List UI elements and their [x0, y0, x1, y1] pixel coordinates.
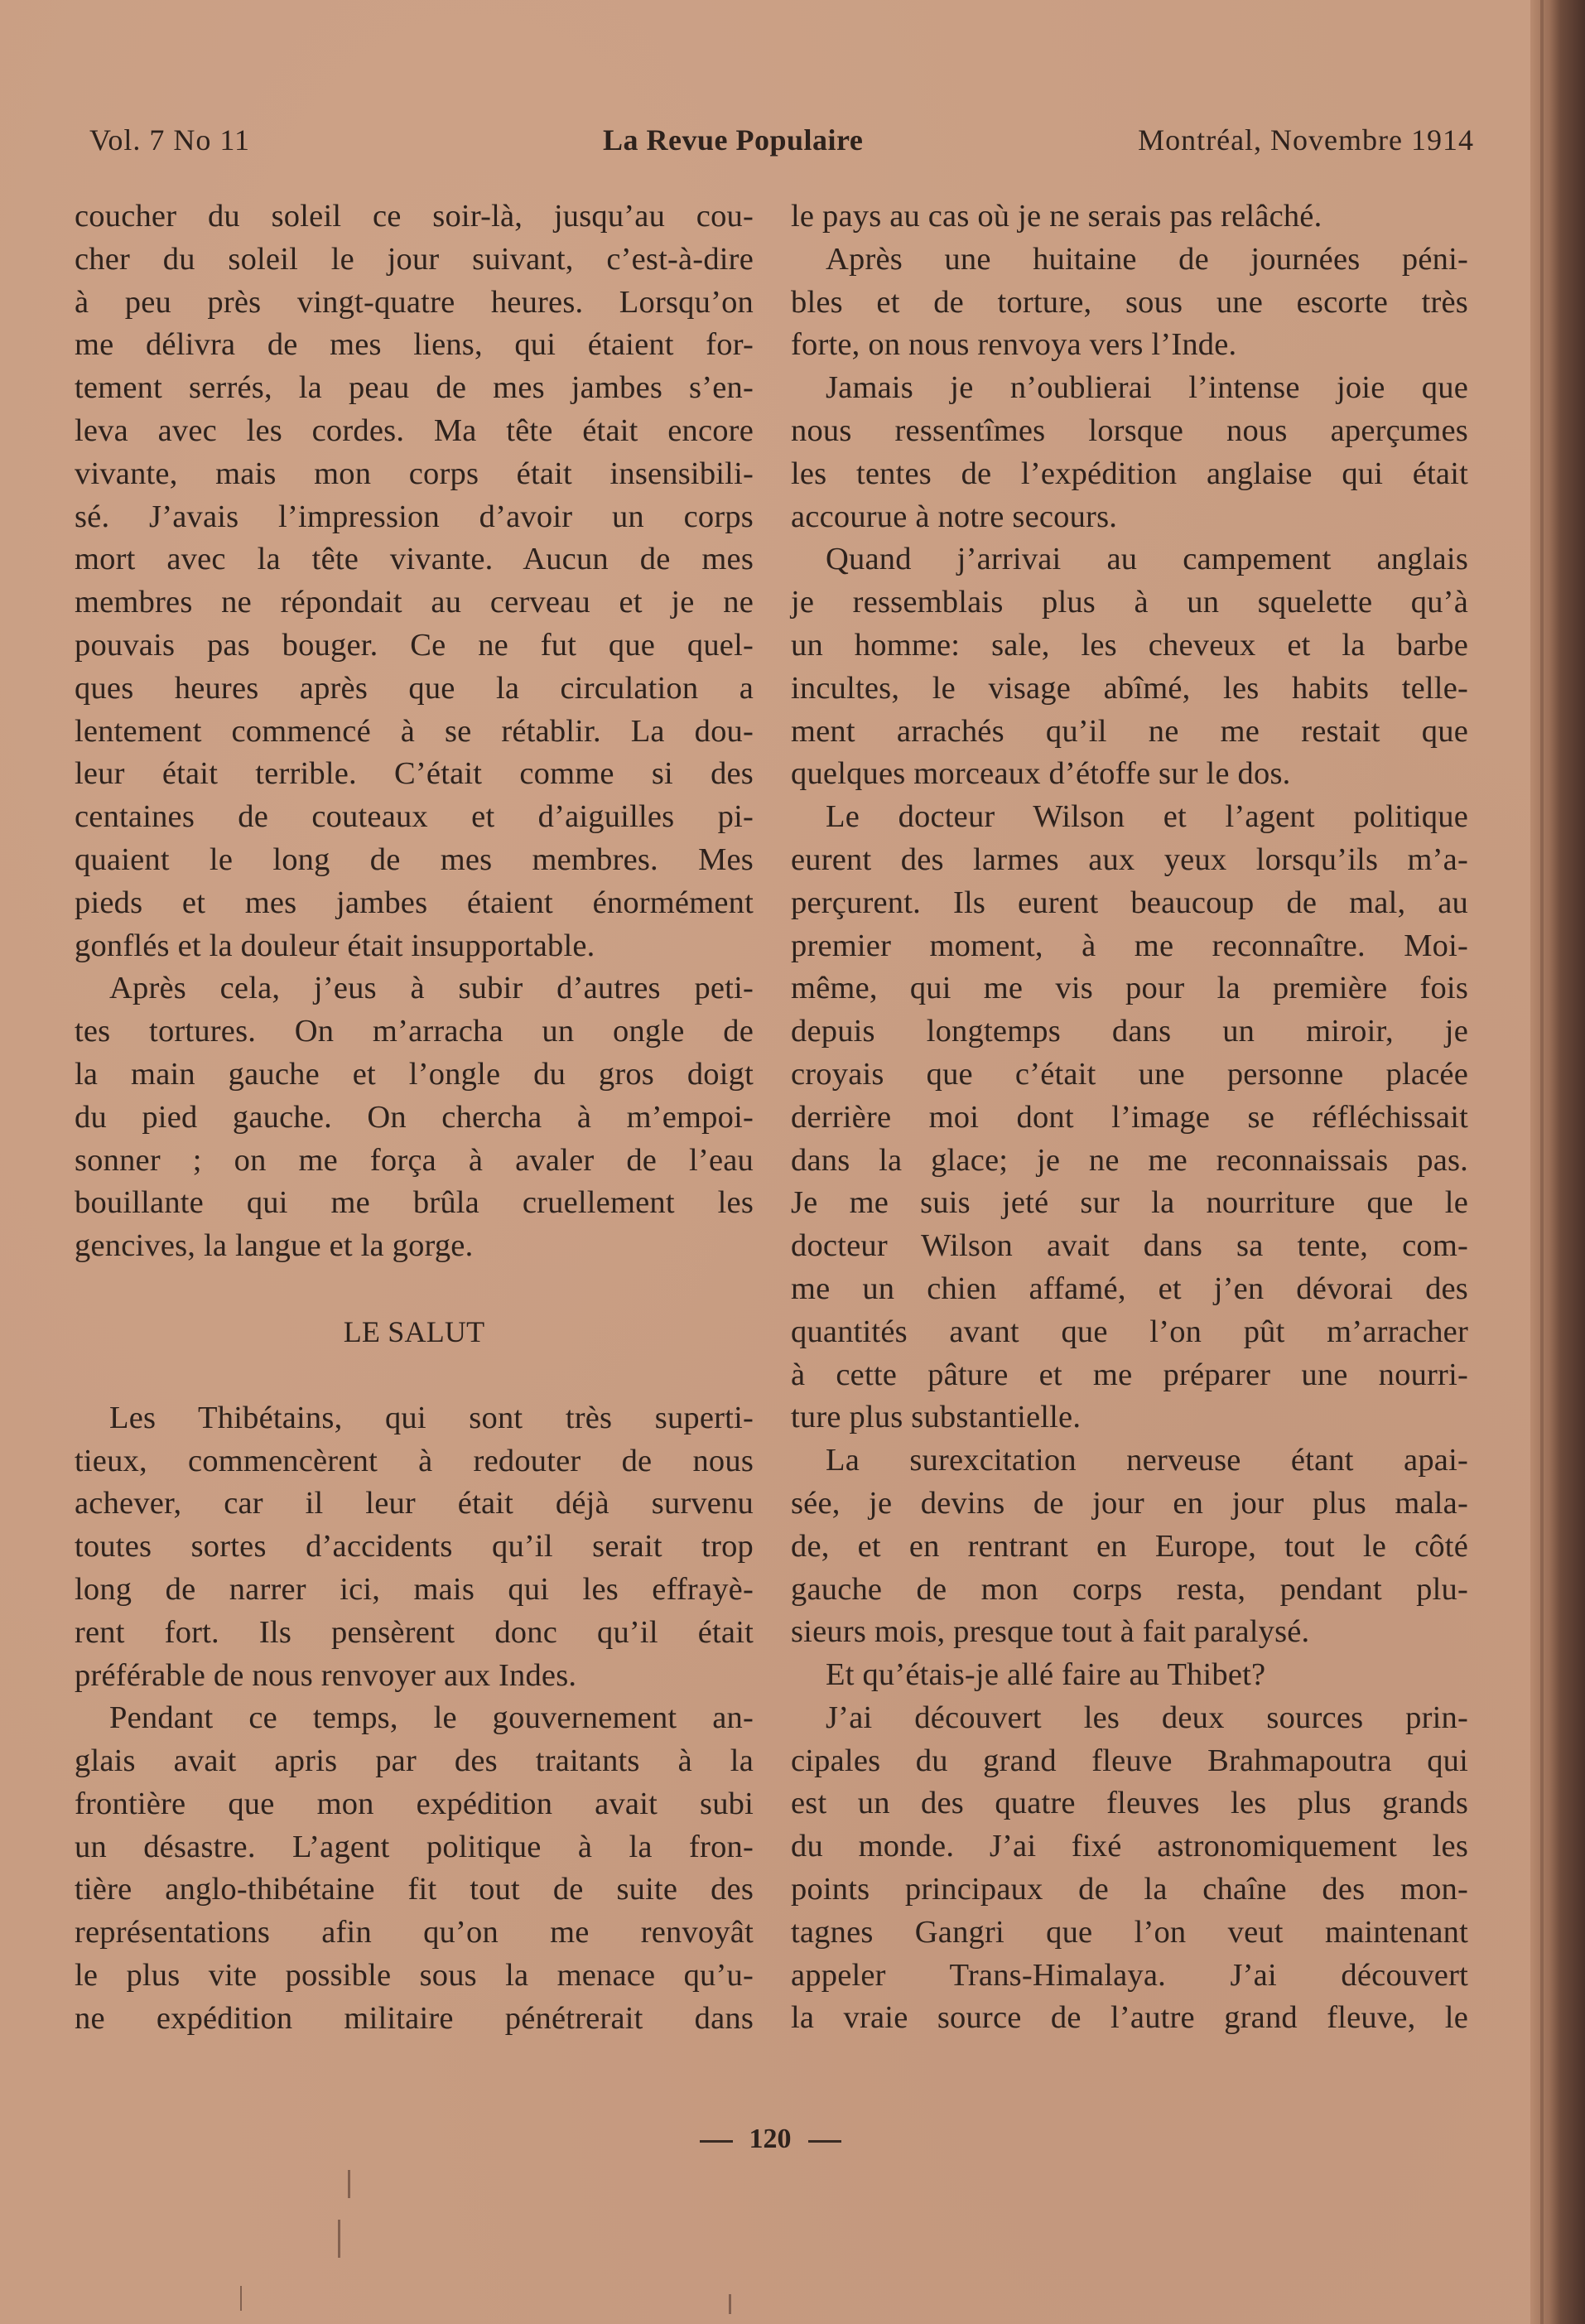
- paper-speck: [729, 2294, 731, 2314]
- text-line: gauche de mon corps resta, pendant plu-: [791, 1571, 1468, 1607]
- text-line: du pied gauche. On chercha à m’empoi-: [75, 1099, 754, 1135]
- text-line: bouillante qui me brûla cruellement les: [75, 1185, 754, 1221]
- paragraph: [75, 967, 754, 1268]
- text-line: La surexcitation nerveuse étant apai-: [826, 1443, 1468, 1478]
- text-line: coucher du soleil ce soir-là, jusqu’au cou-: [75, 199, 754, 234]
- text-line: bles et de torture, sous une escorte très: [791, 284, 1468, 320]
- text-line: toutes sortes d’accidents qu’il serait trop: [75, 1529, 754, 1565]
- text-line: tagnes Gangri que l’on veut maintenant: [791, 1914, 1468, 1950]
- text-line: cipales du grand fleuve Brahmapoutra qui: [791, 1743, 1468, 1778]
- text-line: achever, car il leur était déjà survenu: [75, 1486, 754, 1521]
- text-line: ques heures après que la circulation a: [75, 670, 754, 706]
- text-line: appeler Trans-Himalaya. J’ai découvert: [791, 1957, 1468, 1993]
- paragraph: [791, 239, 1468, 367]
- text-line: est un des quatre fleuves les plus grands: [791, 1786, 1468, 1821]
- text-line: pieds et mes jambes étaient énormément: [75, 885, 754, 920]
- paper-speck: [348, 2170, 350, 2198]
- text-line: croyais que c’était une personne placée: [791, 1056, 1468, 1092]
- paragraph: [791, 796, 1468, 1439]
- paragraph: [75, 1397, 754, 1698]
- left-column: [75, 195, 754, 2041]
- text-line: Après une huitaine de journées péni-: [826, 241, 1468, 277]
- text-line: glais avait apris par des traitants à la: [75, 1743, 754, 1779]
- text-line: représentations afin qu’on me renvoyât: [75, 1915, 754, 1950]
- text-line: un homme: sale, les cheveux et la barbe: [791, 627, 1468, 663]
- paragraph: [75, 1697, 754, 2040]
- text-line: depuis longtemps dans un miroir, je: [791, 1014, 1468, 1049]
- text-line: Pendant ce temps, le gouvernement an-: [109, 1700, 754, 1736]
- text-line: rent fort. Ils pensèrent donc qu’il était: [75, 1614, 754, 1650]
- footer-dash-left: [700, 2140, 733, 2143]
- text-line: pouvais pas bouger. Ce ne fut que quel-: [75, 627, 754, 663]
- text-line: tieux, commencèrent à redouter de nous: [75, 1443, 754, 1478]
- text-line: accourue à notre secours.: [791, 499, 1118, 534]
- text-line: lentement commencé à se rétablir. La dou-: [75, 713, 754, 749]
- text-line: Je me suis jeté sur la nourriture que le: [791, 1185, 1468, 1221]
- text-line: la main gauche et l’ongle du gros doigt: [75, 1056, 754, 1092]
- text-line: centaines de couteaux et d’aiguilles pi-: [75, 799, 754, 835]
- page-binding-edge: [1530, 0, 1585, 2324]
- text-line: perçurent. Ils eurent beaucoup de mal, au: [791, 885, 1468, 920]
- text-line: points principaux de la chaîne des mon-: [791, 1872, 1468, 1907]
- text-line: me délivra de mes liens, qui étaient for-: [75, 327, 754, 363]
- paragraph: [791, 538, 1468, 796]
- text-line: tement serrés, la peau de mes jambes s’en-: [75, 370, 754, 406]
- place-date: Montréal, Novembre 1914: [1138, 123, 1474, 157]
- paragraph: [791, 1697, 1468, 2040]
- paragraph: [791, 1439, 1468, 1654]
- footer-dash-right: [808, 2140, 841, 2143]
- text-line: je ressemblais plus à un squelette qu’à: [791, 585, 1468, 620]
- text-line: long de narrer ici, mais qui les effrayè-: [75, 1571, 754, 1607]
- text-line: leva avec les cordes. Ma tête était encore: [75, 412, 754, 448]
- text-line: eurent des larmes aux yeux lorsqu’ils m’a-: [791, 841, 1468, 877]
- magazine-title: La Revue Populaire: [603, 123, 864, 157]
- text-line: me un chien affamé, et j’en dévorai des: [791, 1270, 1468, 1306]
- text-line: ne expédition militaire pénétrerait dans: [75, 2000, 754, 2036]
- paper-speck: [240, 2286, 242, 2311]
- text-line: nous ressentîmes lorsque nous aperçumes: [791, 412, 1468, 448]
- section-heading: LE SALUT: [343, 1314, 485, 1348]
- text-line: incultes, le visage abîmé, les habits telle-: [791, 670, 1468, 706]
- text-line: le plus vite possible sous la menace qu’u-: [75, 1958, 754, 1994]
- text-line: quantités avant que l’on pût m’arracher: [791, 1314, 1468, 1349]
- text-line: quelques morceaux d’étoffe sur le dos.: [791, 756, 1291, 792]
- text-line: préférable de nous renvoyer aux Indes.: [75, 1657, 577, 1693]
- text-line: forte, on nous renvoya vers l’Inde.: [791, 327, 1237, 363]
- text-line: docteur Wilson avait dans sa tente, com-: [791, 1228, 1468, 1264]
- text-line: vivante, mais mon corps était insensibili-: [75, 456, 754, 491]
- text-line: à cette pâture et me préparer une nourri-: [791, 1357, 1468, 1392]
- text-line: Jamais je n’oublierai l’intense joie que: [826, 370, 1468, 406]
- text-line: J’ai découvert les deux sources prin-: [826, 1700, 1468, 1735]
- text-line: sieurs mois, presque tout à fait paralysé.: [791, 1614, 1310, 1650]
- text-line: quaient le long de mes membres. Mes: [75, 841, 754, 877]
- right-column: [791, 195, 1468, 2040]
- text-line: derrière moi dont l’image se réfléchissait: [791, 1099, 1468, 1135]
- text-line: gonflés et la douleur était insupportable.: [75, 928, 595, 963]
- text-line: dans la glace; je ne me reconnaissais pas.: [791, 1142, 1468, 1178]
- text-line: sonner ; on me força à avaler de l’eau: [75, 1142, 754, 1178]
- text-line: Les Thibétains, qui sont très superti-: [109, 1400, 754, 1435]
- text-line: leur était terrible. C’était comme si des: [75, 756, 754, 792]
- text-line: de, et en rentrant en Europe, tout le côté: [791, 1528, 1468, 1564]
- paragraph: [791, 367, 1468, 538]
- page-footer: [646, 2124, 894, 2155]
- text-line: le pays au cas où je ne serais pas relâché.: [791, 199, 1322, 234]
- paragraph: [791, 195, 1468, 239]
- text-line: Quand j’arrivai au campement anglais: [826, 542, 1468, 577]
- text-line: Le docteur Wilson et l’agent politique: [826, 799, 1468, 835]
- running-header: [89, 123, 1474, 164]
- text-line: Et qu’étais-je allé faire au Thibet?: [826, 1657, 1266, 1693]
- text-line: un désastre. L’agent politique à la fron-: [75, 1829, 754, 1864]
- text-line: cher du soleil le jour suivant, c’est-à-dire: [75, 241, 754, 277]
- text-line: du monde. J’ai fixé astronomiquement les: [791, 1829, 1468, 1864]
- text-line: ment arrachés qu’il ne me restait que: [791, 713, 1468, 749]
- text-line: tes tortures. On m’arracha un ongle de: [75, 1014, 754, 1049]
- text-line: ture plus substantielle.: [791, 1400, 1082, 1435]
- text-line: à peu près vingt-quatre heures. Lorsqu’on: [75, 284, 754, 320]
- text-line: premier moment, à me reconnaître. Moi-: [791, 928, 1468, 963]
- text-line: membres ne répondait au cerveau et je ne: [75, 585, 754, 620]
- text-line: Après cela, j’eus à subir d’autres peti-: [109, 971, 754, 1006]
- paper-speck: [338, 2220, 340, 2258]
- page-binding-line: [1540, 0, 1544, 2324]
- text-line: tière anglo-thibétaine fit tout de suite des: [75, 1872, 754, 1907]
- paragraph: [75, 195, 754, 967]
- text-line: frontière que mon expédition avait subi: [75, 1786, 754, 1821]
- text-line: la vraie source de l’autre grand fleuve, le: [791, 2000, 1468, 2036]
- text-line: même, qui me vis pour la première fois: [791, 971, 1468, 1006]
- text-line: mort avec la tête vivante. Aucun de mes: [75, 542, 754, 577]
- text-line: sée, je devins de jour en jour plus mala-: [791, 1485, 1468, 1521]
- page-number: 120: [749, 2124, 792, 2154]
- volume-number: Vol. 7 No 11: [89, 123, 251, 157]
- text-line: sé. J’avais l’impression d’avoir un corps: [75, 499, 754, 534]
- paragraph: [791, 1654, 1468, 1697]
- text-line: gencives, la langue et la gorge.: [75, 1228, 474, 1264]
- text-line: les tentes de l’expédition anglaise qui était: [791, 456, 1468, 491]
